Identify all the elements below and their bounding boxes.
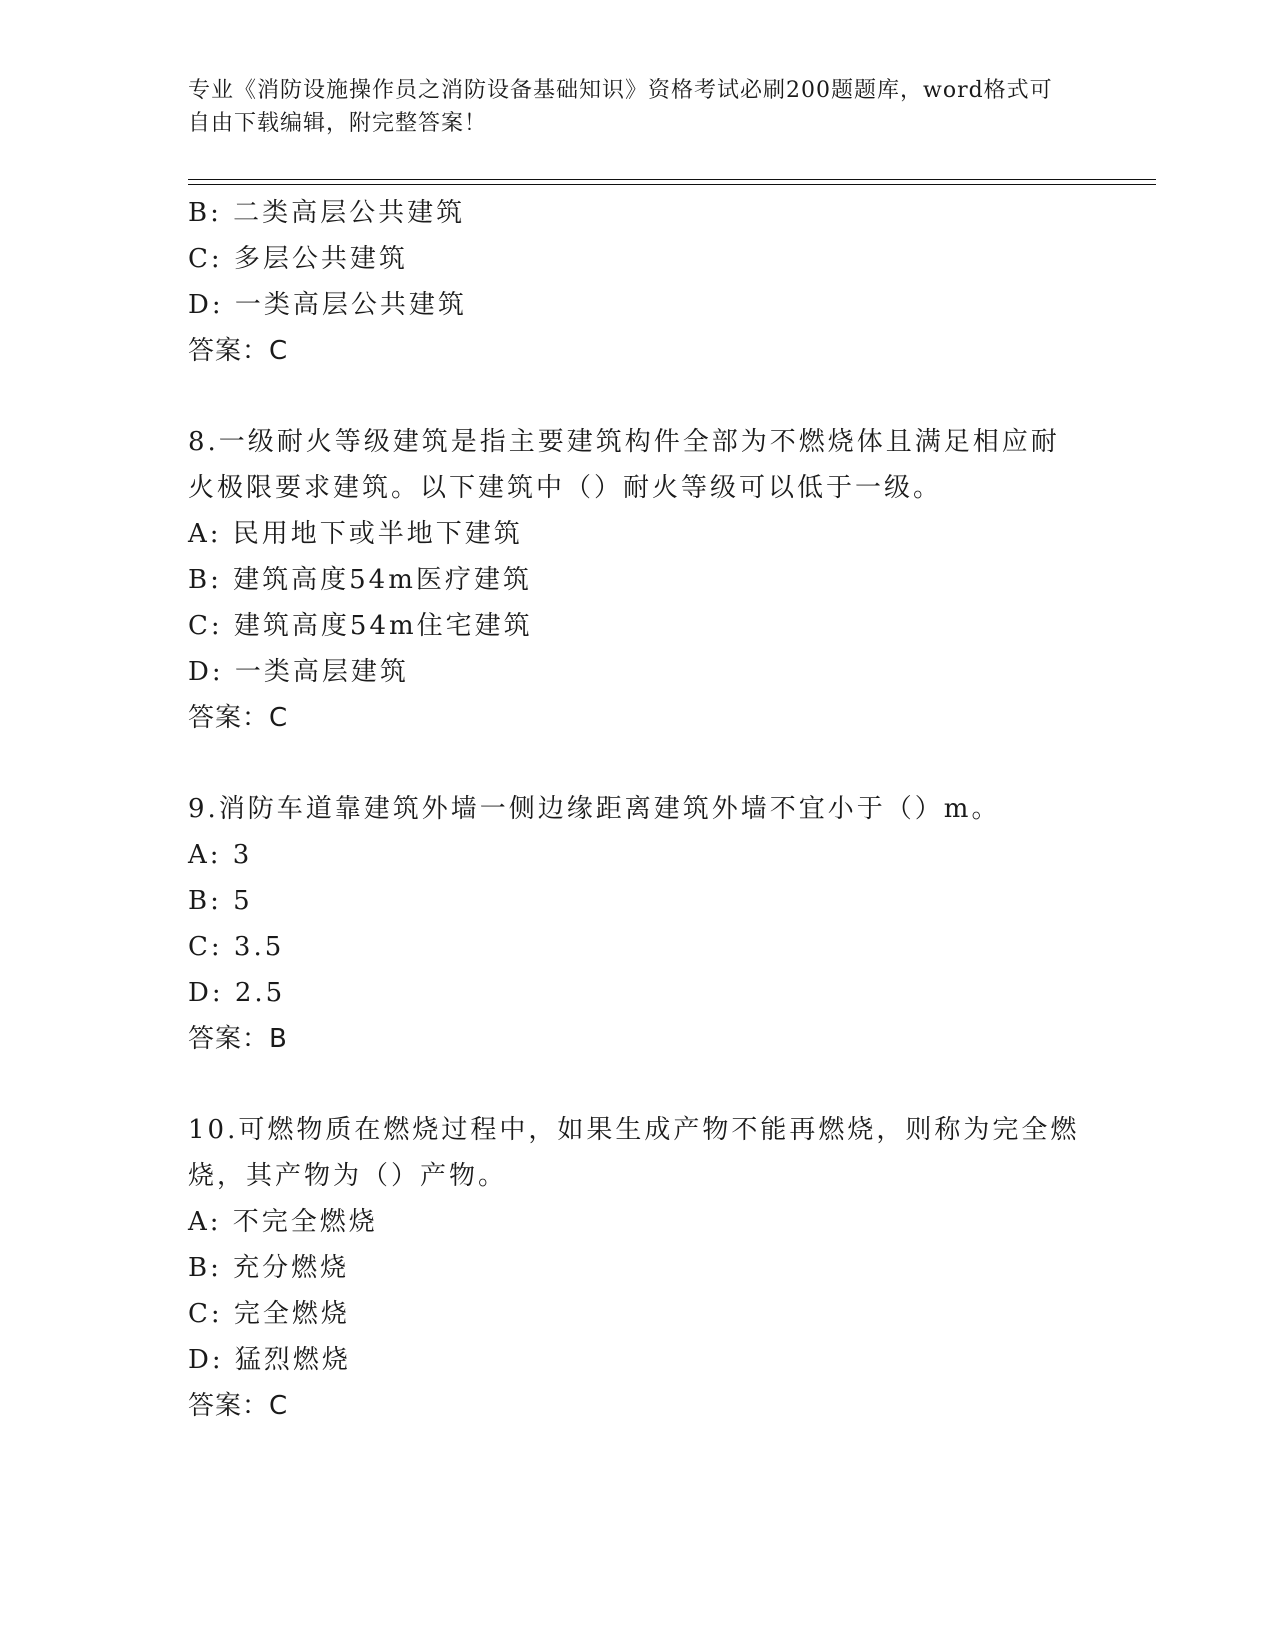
document-header: 专业《消防设施操作员之消防设备基础知识》资格考试必刷200题题库，word格式可自由下载编辑，附完整答案！ (188, 78, 1053, 136)
option-b: B: 二类高层公共建筑 (188, 198, 466, 228)
option-c: C: 3.5 (188, 932, 285, 962)
option-c: C: 建筑高度54m住宅建筑 (188, 611, 533, 641)
question-stem: 9.消防车道靠建筑外墙一侧边缘距离建筑外墙不宜小于（）m。 (188, 794, 1001, 824)
question-stem: 8.一级耐火等级建筑是指主要建筑构件全部为不燃烧体且满足相应耐火极限要求建筑。以下建筑中（）耐火等级可以低于一级。 (188, 427, 1060, 503)
option-b: B: 建筑高度54m医疗建筑 (188, 565, 532, 595)
question-10 (188, 1107, 1088, 1429)
question-7-continuation (188, 190, 1088, 374)
answer-line: 答案：C (188, 336, 289, 366)
header-rule-top (188, 179, 1156, 180)
option-c: C: 多层公共建筑 (188, 244, 408, 274)
answer-line: 答案：C (188, 1391, 289, 1421)
spacer (188, 374, 1088, 419)
option-d: D: 猛烈燃烧 (188, 1345, 351, 1375)
option-a: A: 不完全燃烧 (188, 1207, 378, 1237)
option-b: B: 5 (188, 886, 253, 916)
option-d: D: 2.5 (188, 978, 286, 1008)
option-c: C: 完全燃烧 (188, 1299, 350, 1329)
option-a: A: 3 (188, 840, 253, 870)
spacer (188, 1062, 1088, 1107)
spacer (188, 741, 1088, 786)
option-a: A: 民用地下或半地下建筑 (188, 519, 523, 549)
option-d: D: 一类高层建筑 (188, 657, 409, 687)
question-content (188, 190, 1088, 1429)
header-rule-bottom (188, 184, 1156, 185)
option-d: D: 一类高层公共建筑 (188, 290, 467, 320)
answer-line: 答案：B (188, 1024, 288, 1054)
question-stem: 10.可燃物质在燃烧过程中，如果生成产物不能再燃烧，则称为完全燃烧，其产物为（）产物。 (188, 1115, 1080, 1191)
question-8 (188, 419, 1088, 741)
question-9 (188, 786, 1088, 1062)
option-b: B: 充分燃烧 (188, 1253, 350, 1283)
answer-line: 答案：C (188, 703, 289, 733)
